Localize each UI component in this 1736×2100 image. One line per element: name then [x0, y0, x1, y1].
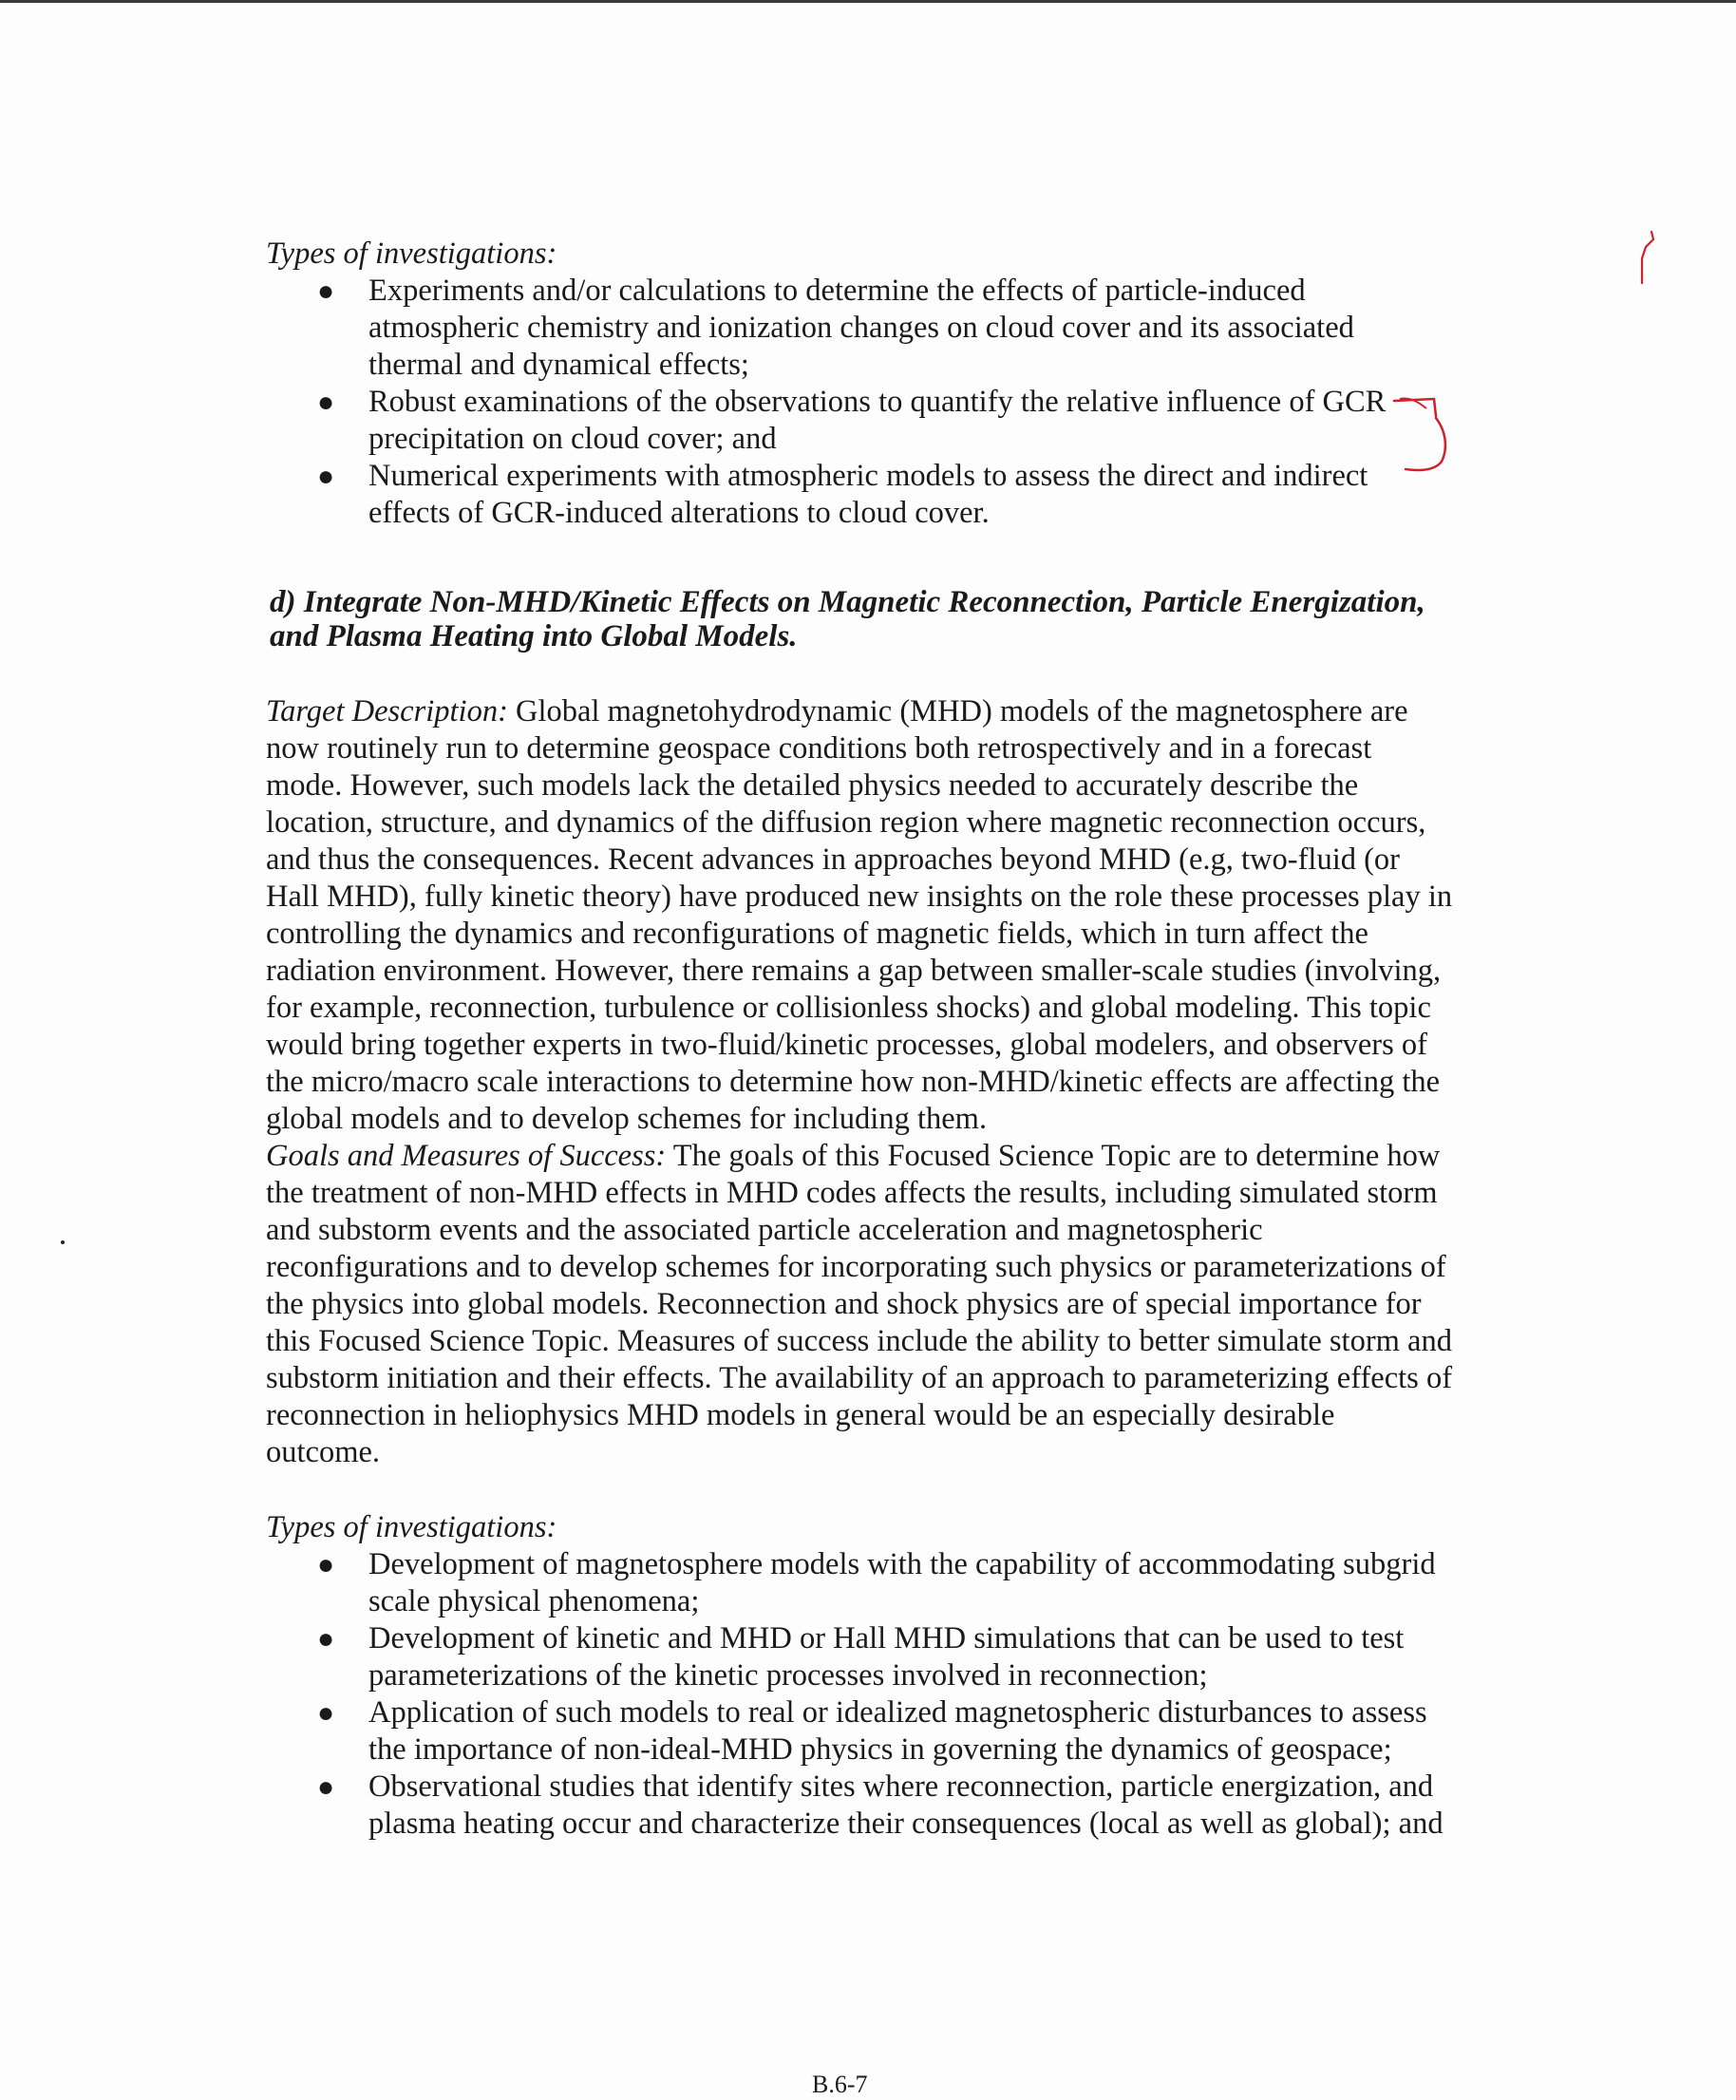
list-item: ● Application of such models to real or idealized magnetospheric disturbances to assess the importance of non-ideal-MHD physics in governing the dynamics of geospace; [317, 1695, 1427, 1767]
types-of-investigations-label-2: Types of investigations: [266, 1510, 557, 1544]
investigations-list-2 [266, 1546, 1453, 1843]
bullet-icon: ● [317, 1771, 335, 1803]
scan-speck [61, 1240, 65, 1244]
bullet-icon: ● [317, 275, 335, 307]
red-margin-mark-icon [1638, 230, 1663, 287]
list-item: ● Observational studies that identify sites where reconnection, particle energization, and plasma heating occur and characterize their consequences (local as well as global); and [317, 1769, 1444, 1841]
types-of-investigations-label-1: Types of investigations: [266, 236, 557, 271]
target-description-label: Target Description: [266, 694, 508, 728]
document-body [266, 236, 1453, 1843]
top-edge-rule [0, 0, 1736, 3]
target-description-paragraph [266, 693, 1453, 1138]
bullet-icon: ● [317, 1623, 335, 1655]
list-item: ● Experiments and/or calculations to determine the effects of particle-induced atmospheric chemistry and ionization changes on cloud cover and its associated thermal and dynamical effects; [317, 274, 1354, 382]
bullet-icon: ● [317, 1549, 335, 1580]
target-description-text: Global magnetohydrodynamic (MHD) models of the magnetosphere are now routinely run to determine geospace conditions both retrospectively and in a forecast mode. However, such models lack the detailed physics needed to accurately describe the location, structure, and dynamics of the diffusion region where magnetic reconnection occurs, and thus the consequences. Recent advances in approaches beyond MHD (e.g, two-fluid (or Hall MHD), fully kinetic theory) have produced new insights on the role these processes play in controlling the dynamics and reconfigurations of magnetic fields, which in turn affect the radiation environment. However, there remains a gap between smaller-scale studies (involving, for example, reconnection, turbulence or collisionless shocks) and global modeling. This topic would bring together experts in two-fluid/kinetic processes, global modelers, and observers of the micro/macro scale interactions to determine how non-MHD/kinetic effects are affecting the global models and to develop schemes for including them. [266, 694, 1453, 1136]
bullet-icon: ● [317, 1697, 335, 1729]
goals-label: Goals and Measures of Success: [266, 1139, 667, 1173]
list-item: ● Numerical experiments with atmospheric models to assess the direct and indirect effects of GCR-induced alterations to cloud cover. [317, 459, 1368, 530]
bullet-icon: ● [317, 461, 335, 492]
list-item: ● Development of magnetosphere models with the capability of accommodating subgrid scale physical phenomena; [317, 1547, 1436, 1618]
section-heading-d: d) Integrate Non-MHD/Kinetic Effects on Magnetic Reconnection, Particle Energization, and Plasma Heating into Global Models. [270, 585, 1425, 653]
investigations-list-1 [266, 273, 1453, 532]
goals-text: The goals of this Focused Science Topic are to determine how the treatment of non-MHD effects in MHD codes affects the results, including simulated storm and substorm events and the associated particle acceleration and magnetospheric reconfigurations and to develop schemes for incorporating such physics or parameterizations of the physics into global models. Reconnection and shock physics are of special importance for this Focused Science Topic. Measures of success include the ability to better simulate storm and substorm initiation and their effects. The availability of an approach to parameterizing effects of reconnection in heliophysics MHD models in general would be an especially desirable outcome. [266, 1139, 1453, 1469]
list-item: ● Robust examinations of the observations to quantify the relative influence of GCR precipitation on cloud cover; and [317, 385, 1387, 456]
list-item: ● Development of kinetic and MHD or Hall MHD simulations that can be used to test parameterizations of the kinetic processes involved in reconnection; [317, 1621, 1405, 1693]
page-number: B.6-7 [812, 2071, 868, 2098]
red-bracket-annotation-icon [1388, 395, 1464, 477]
bullet-icon: ● [317, 387, 335, 418]
goals-paragraph [266, 1138, 1453, 1471]
